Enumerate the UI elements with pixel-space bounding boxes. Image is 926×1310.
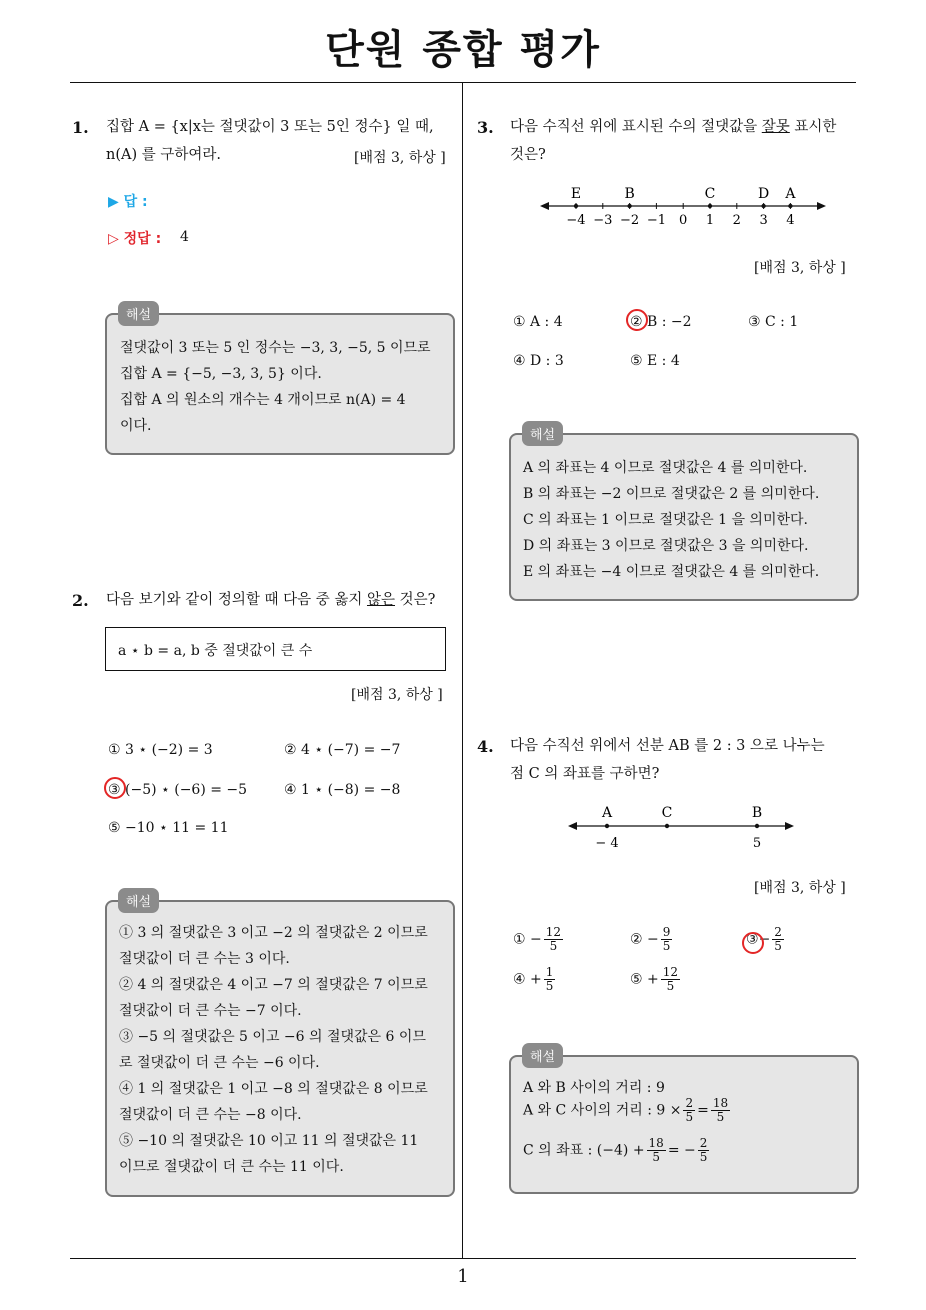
q3-point — [574, 204, 578, 208]
q1-solution-line: 집합 A = {−5, −3, 3, 5} 이다. — [120, 366, 322, 382]
q1-solution-box — [105, 313, 455, 455]
q3-score: [배점 3, 하상 ] — [754, 260, 846, 276]
q3-tick-label: 1 — [705, 213, 715, 228]
q1-text-line2: n(A) 를 구하여라. — [106, 147, 221, 163]
q3-tick-label: −2 — [620, 213, 640, 228]
q2-underline-word: 않은 — [366, 592, 395, 608]
q2-option-5[interactable]: ⑤ −10 ⋆ 11 = 11 — [108, 820, 229, 836]
q4-point — [665, 824, 669, 828]
q3-option-3[interactable]: ③ C : 1 — [748, 314, 799, 330]
q4-option-4[interactable]: ④ + $\frac{1}{5}$ — [513, 965, 554, 993]
q2-solution-line: 절댓값이 더 큰 수는 −8 이다. — [119, 1107, 302, 1123]
q4-point-value: 5 — [752, 836, 762, 851]
q4-text-line1: 다음 수직선 위에서 선분 AB 를 2 : 3 으로 나누는 — [510, 738, 825, 754]
q4-option-1[interactable]: ① − $\frac{12}{5}$ — [513, 925, 562, 953]
top-rule — [70, 82, 856, 83]
q4-number: 4. — [477, 737, 494, 756]
q3-solution-line: B 의 좌표는 −2 이므로 절댓값은 2 를 의미한다. — [523, 486, 820, 502]
q3-option-4[interactable]: ④ D : 3 — [513, 353, 564, 369]
q2-option-2[interactable]: ② 4 ⋆ (−7) = −7 — [284, 742, 401, 758]
q4-option-2[interactable]: ② − $\frac{9}{5}$ — [630, 925, 671, 953]
q1-solution-line: 집합 A 의 원소의 개수는 4 개이므로 n(A) = 4 — [120, 392, 406, 408]
q2-option-3[interactable]: ③ (−5) ⋆ (−6) = −5 — [108, 782, 248, 798]
q3-text-line1: 다음 수직선 위에 표시된 수의 절댓값을 잘못 표시한 — [510, 119, 837, 135]
q3-tick-label: 0 — [679, 213, 688, 228]
q4-point — [605, 824, 609, 828]
q2-option-1[interactable]: ① 3 ⋆ (−2) = 3 — [108, 742, 213, 758]
q3-tick-label: −4 — [566, 213, 586, 228]
q3-option-1[interactable]: ① A : 4 — [513, 314, 563, 330]
q1-solution-line: 이다. — [120, 418, 152, 434]
q3-text-line2: 것은? — [510, 147, 546, 163]
q3-solution-line: A 의 좌표는 4 이므로 절댓값은 4 를 의미한다. — [523, 460, 808, 476]
q2-solution-line: 절댓값이 더 큰 수는 −7 이다. — [119, 1003, 302, 1019]
column-divider — [462, 83, 463, 1258]
q4-solution-tag: 해설 — [522, 1043, 563, 1068]
q3-number: 3. — [477, 118, 494, 137]
q3-number-line — [540, 180, 830, 230]
q2-solution-tag: 해설 — [118, 888, 159, 913]
q3-tick-label: 4 — [786, 213, 795, 228]
q3-underline-word: 잘못 — [761, 119, 790, 135]
q2-score: [배점 3, 하상 ] — [351, 687, 443, 703]
q3-option-2[interactable]: ② B : −2 — [630, 314, 692, 330]
q3-point-label: B — [624, 186, 635, 202]
q4-point-label: B — [751, 805, 763, 821]
page-title: 단원 종합 평가 — [325, 27, 601, 73]
q3-point-label: C — [704, 186, 716, 202]
q1-score: [배점 3, 하상 ] — [354, 150, 446, 166]
q1-answer-label: ▶ 답 : — [108, 194, 148, 210]
q2-solution-line: ⑤ −10 의 절댓값은 10 이고 11 의 절댓값은 11 — [119, 1133, 419, 1149]
q4-solution-line3: C 의 좌표 : (−4) + $\frac{18}{5}$ = − $\frac{2}{5}$ — [523, 1136, 708, 1164]
q3-point — [761, 204, 765, 208]
q4-point-value: − 4 — [595, 836, 619, 851]
q4-option-5[interactable]: ⑤ + $\frac{12}{5}$ — [630, 965, 679, 993]
q2-solution-line: 로 절댓값이 더 큰 수는 −6 이다. — [119, 1055, 320, 1071]
q4-solution-line2: A 와 C 사이의 거리 : 9 × $\frac{2}{5}$ = $\frac{18}{5}$ — [523, 1096, 729, 1124]
q2-solution-line: ② 4 의 절댓값은 4 이고 −7 의 절댓값은 7 이므로 — [119, 977, 428, 993]
q2-solution-line: 이므로 절댓값이 더 큰 수는 11 이다. — [119, 1159, 344, 1175]
q2-solution-line: ③ −5 의 절댓값은 5 이고 −6 의 절댓값은 6 이므 — [119, 1029, 426, 1045]
q2-solution-line: 절댓값이 더 큰 수는 3 이다. — [119, 951, 290, 967]
q4-solution-line1: A 와 B 사이의 거리 : 9 — [523, 1080, 665, 1096]
q4-point-label: A — [601, 805, 613, 821]
q4-number-line — [568, 800, 798, 855]
q1-solution-line: 절댓값이 3 또는 5 인 정수는 −3, 3, −5, 5 이므로 — [120, 340, 431, 356]
q2-solution-line: ① 3 의 절댓값은 3 이고 −2 의 절댓값은 2 이므로 — [119, 925, 428, 941]
q3-point — [788, 204, 792, 208]
q3-point — [627, 204, 631, 208]
q3-point-label: A — [785, 186, 796, 202]
q3-solution-line: D 의 좌표는 3 이므로 절댓값은 3 을 의미한다. — [523, 538, 809, 554]
q4-option-3[interactable]: ③− $\frac{2}{5}$ — [746, 925, 782, 953]
q1-text-line1: 집합 A = {x|x는 절댓값이 3 또는 5인 정수} 일 때, — [106, 119, 434, 135]
q3-solution-box — [509, 433, 859, 601]
q1-correct-value: 4 — [180, 229, 189, 245]
q3-selected-mark — [626, 309, 648, 331]
q3-solution-line: E 의 좌표는 −4 이므로 절댓값은 4 를 의미한다. — [523, 564, 820, 580]
q4-selected-mark — [742, 932, 764, 954]
q3-option-5[interactable]: ⑤ E : 4 — [630, 353, 680, 369]
page-number: 1 — [457, 1266, 469, 1287]
q1-solution-tag: 해설 — [118, 301, 159, 326]
q3-solution-line: C 의 좌표는 1 이므로 절댓값은 1 을 의미한다. — [523, 512, 808, 528]
q4-text-line2: 점 C 의 좌표를 구하면? — [510, 766, 660, 782]
q2-solution-box — [105, 900, 455, 1197]
q3-solution-tag: 해설 — [522, 421, 563, 446]
q2-definition: a ⋆ b = a, b 중 절댓값이 큰 수 — [118, 643, 313, 659]
bottom-rule — [70, 1258, 856, 1259]
q1-number: 1. — [72, 118, 89, 137]
q2-number: 2. — [72, 591, 89, 610]
q4-solution-box — [509, 1055, 859, 1194]
q3-point-label: E — [570, 186, 582, 202]
q4-point — [755, 824, 759, 828]
q3-tick-label: 2 — [732, 213, 741, 228]
q3-point-label: D — [757, 186, 770, 202]
q1-correct-label: ▷ 정답 : — [108, 231, 162, 247]
q2-selected-mark — [104, 777, 126, 799]
q3-point — [708, 204, 712, 208]
q2-option-4[interactable]: ④ 1 ⋆ (−8) = −8 — [284, 782, 401, 798]
q2-solution-line: ④ 1 의 절댓값은 1 이고 −8 의 절댓값은 8 이므로 — [119, 1081, 428, 1097]
q4-score: [배점 3, 하상 ] — [754, 880, 846, 896]
q3-tick-label: 3 — [759, 213, 768, 228]
q3-tick-label: −3 — [593, 213, 613, 228]
q3-tick-label: −1 — [646, 213, 666, 228]
q2-definition-box — [105, 627, 446, 671]
q4-point-label: C — [661, 805, 673, 821]
q2-text-line1: 다음 보기와 같이 정의할 때 다음 중 옳지 않은 것은? — [106, 592, 436, 608]
